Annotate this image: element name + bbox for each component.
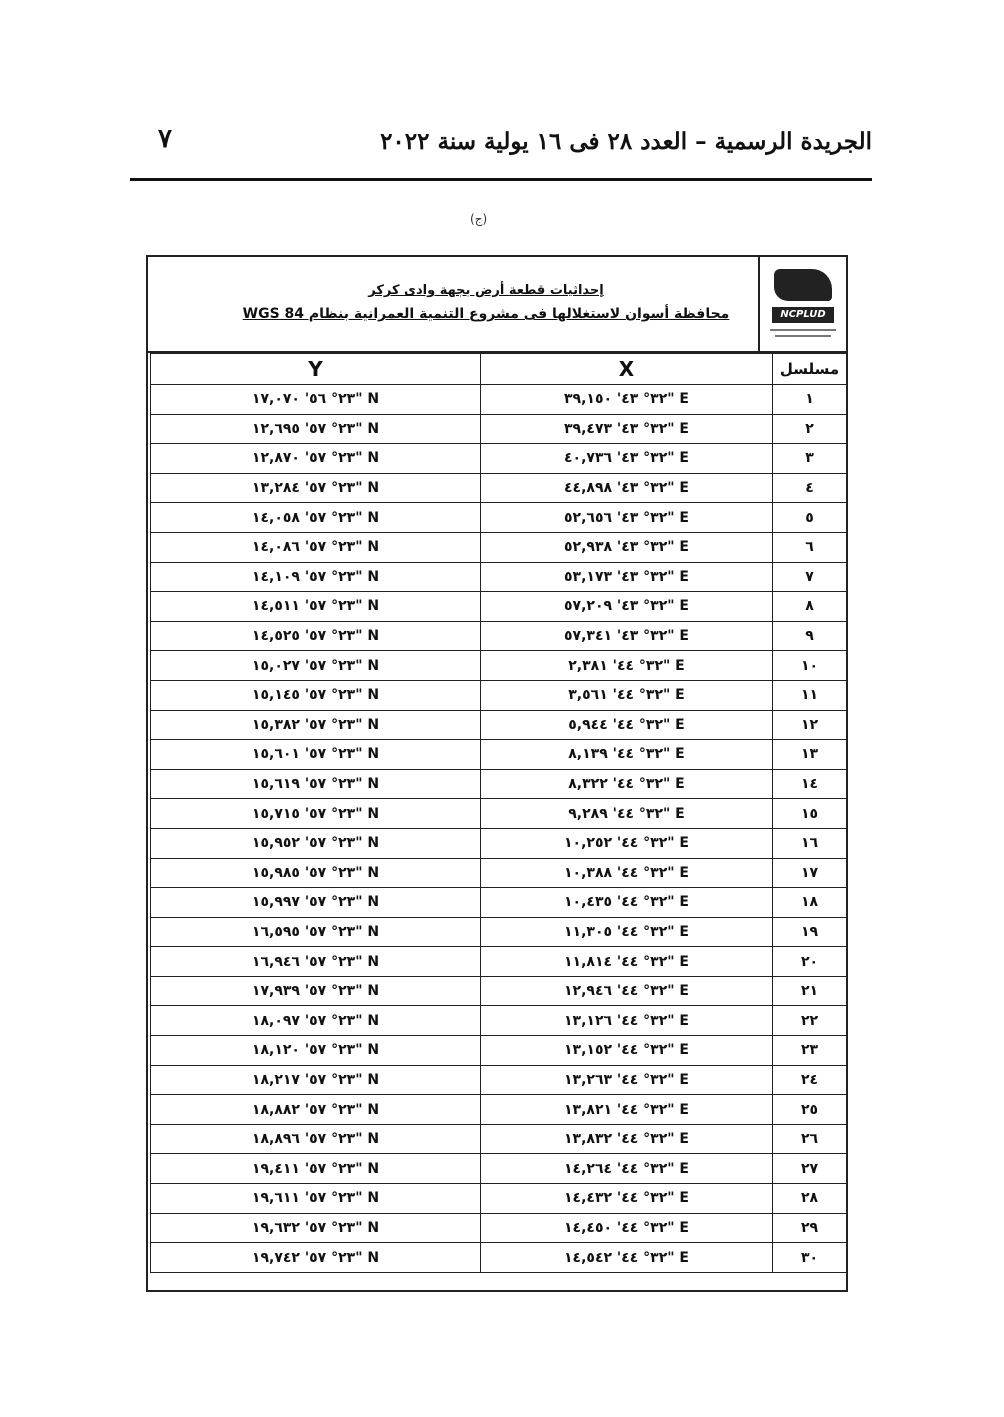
cell-x: ٣٢° ٤٤' ١١,٨١٤" E: [481, 947, 773, 977]
cell-serial: ٢٨: [773, 1184, 847, 1214]
cell-y: ٢٣° ٥٧' ١٢,٨٧٠" N: [151, 444, 481, 474]
cell-serial: ٣: [773, 444, 847, 474]
cell-y: ٢٣° ٥٧' ١٤,٠٥٨" N: [151, 503, 481, 533]
column-header-x: X: [481, 354, 773, 385]
cell-x: ٣٢° ٤٤' ٣,٥٦١" E: [481, 680, 773, 710]
ncplud-logo: [758, 257, 846, 351]
table-row: [151, 592, 847, 622]
cell-y: ٢٣° ٥٧' ١٥,٦٠١" N: [151, 740, 481, 770]
cell-serial: ٣٠: [773, 1243, 847, 1273]
table-row: [151, 828, 847, 858]
heading-line-2: محافظة أسوان لاستغلالها فى مشروع التنمية العمرانية بنظام WGS 84: [242, 306, 730, 322]
cell-serial: ١٠: [773, 651, 847, 681]
cell-x: ٣٢° ٤٤' ١٠,٤٣٥" E: [481, 888, 773, 918]
cell-serial: ٢٠: [773, 947, 847, 977]
cell-y: ٢٣° ٥٧' ١٧,٩٣٩" N: [151, 976, 481, 1006]
cell-x: ٣٢° ٤٤' ١٢,٩٤٦" E: [481, 976, 773, 1006]
cell-y: ٢٣° ٥٧' ١٩,٤١١" N: [151, 1154, 481, 1184]
cell-serial: ٦: [773, 532, 847, 562]
cell-serial: ٢١: [773, 976, 847, 1006]
cell-serial: ٤: [773, 473, 847, 503]
cell-x: ٣٢° ٤٣' ٤٤,٨٩٨" E: [481, 473, 773, 503]
coordinates-sheet: [146, 255, 848, 1292]
table-row: [151, 1095, 847, 1125]
cell-serial: ٨: [773, 592, 847, 622]
cell-y: ٢٣° ٥٧' ١٤,١٠٩" N: [151, 562, 481, 592]
table-row: [151, 1213, 847, 1243]
table-row: [151, 799, 847, 829]
cell-serial: ١٦: [773, 828, 847, 858]
cell-serial: ١٨: [773, 888, 847, 918]
cell-x: ٣٢° ٤٤' ١٤,٤٥٠" E: [481, 1213, 773, 1243]
cell-y: ٢٣° ٥٧' ١٥,٩٨٥" N: [151, 858, 481, 888]
table-row: [151, 503, 847, 533]
table-row: [151, 680, 847, 710]
table-row: [151, 562, 847, 592]
cell-serial: ٢٩: [773, 1213, 847, 1243]
cell-x: ٣٢° ٤٤' ١٠,٣٨٨" E: [481, 858, 773, 888]
cell-serial: ١٤: [773, 769, 847, 799]
cell-serial: ١٥: [773, 799, 847, 829]
table-row: [151, 917, 847, 947]
cell-y: ٢٣° ٥٧' ١٨,٠٩٧" N: [151, 1006, 481, 1036]
cell-serial: ١: [773, 385, 847, 415]
cell-x: ٣٢° ٤٤' ١٣,٨٣٢" E: [481, 1124, 773, 1154]
cell-x: ٣٢° ٤٤' ٥,٩٤٤" E: [481, 710, 773, 740]
sheet-heading: [226, 283, 746, 322]
logo-emblem-icon: [774, 269, 832, 301]
cell-serial: ٢: [773, 414, 847, 444]
cell-serial: ٢٦: [773, 1124, 847, 1154]
cell-x: ٣٢° ٤٣' ٣٩,١٥٠" E: [481, 385, 773, 415]
cell-y: ٢٣° ٥٧' ١٥,٩٩٧" N: [151, 888, 481, 918]
cell-y: ٢٣° ٥٧' ١٨,١٢٠" N: [151, 1036, 481, 1066]
cell-x: ٣٢° ٤٣' ٥٢,٦٥٦" E: [481, 503, 773, 533]
table-row: [151, 976, 847, 1006]
cell-y: ٢٣° ٥٧' ١٥,٧١٥" N: [151, 799, 481, 829]
cell-x: ٣٢° ٤٣' ٣٩,٤٧٣" E: [481, 414, 773, 444]
table-header-row: [151, 354, 847, 385]
column-header-serial: مسلسل: [773, 354, 847, 385]
cell-y: ٢٣° ٥٧' ١٤,٥٢٥" N: [151, 621, 481, 651]
table-row: [151, 414, 847, 444]
column-header-y: Y: [151, 354, 481, 385]
cell-serial: ١٢: [773, 710, 847, 740]
cell-x: ٣٢° ٤٤' ١٣,١٥٢" E: [481, 1036, 773, 1066]
cell-x: ٣٢° ٤٤' ١٤,٢٦٤" E: [481, 1154, 773, 1184]
cell-y: ٢٣° ٥٧' ١٦,٥٩٥" N: [151, 917, 481, 947]
cell-serial: ٢٣: [773, 1036, 847, 1066]
cell-x: ٣٢° ٤٣' ٥٧,٣٤١" E: [481, 621, 773, 651]
cell-serial: ٢٥: [773, 1095, 847, 1125]
cell-y: ٢٣° ٥٧' ١٤,٥١١" N: [151, 592, 481, 622]
cell-y: ٢٣° ٥٧' ١٩,٦٣٢" N: [151, 1213, 481, 1243]
cell-x: ٣٢° ٤٤' ١٠,٢٥٢" E: [481, 828, 773, 858]
coordinates-table: [150, 353, 847, 1273]
cell-x: ٣٢° ٤٤' ١٣,١٢٦" E: [481, 1006, 773, 1036]
table-row: [151, 532, 847, 562]
cell-serial: ٥: [773, 503, 847, 533]
table-row: [151, 947, 847, 977]
cell-y: ٢٣° ٥٧' ١٩,٧٤٢" N: [151, 1243, 481, 1273]
table-row: [151, 1036, 847, 1066]
cell-x: ٣٢° ٤٣' ٥٧,٢٠٩" E: [481, 592, 773, 622]
table-body: [151, 385, 847, 1273]
cell-x: ٣٢° ٤٤' ١٤,٤٣٢" E: [481, 1184, 773, 1214]
cell-serial: ١١: [773, 680, 847, 710]
cell-serial: ٢٢: [773, 1006, 847, 1036]
cell-y: ٢٣° ٥٧' ١٤,٠٨٦" N: [151, 532, 481, 562]
cell-serial: ١٩: [773, 917, 847, 947]
cell-y: ٢٣° ٥٧' ١٥,١٤٥" N: [151, 680, 481, 710]
header-rule: [130, 178, 872, 181]
cell-y: ٢٣° ٥٧' ١٨,٨٩٦" N: [151, 1124, 481, 1154]
cell-x: ٣٢° ٤٤' ١٤,٥٤٢" E: [481, 1243, 773, 1273]
gazette-title: الجريدة الرسمية – العدد ٢٨ فى ١٦ يولية سنة ٢٠٢٢: [380, 128, 872, 155]
cell-y: ٢٣° ٥٧' ١٦,٩٤٦" N: [151, 947, 481, 977]
cell-x: ٣٢° ٤٤' ١١,٣٠٥" E: [481, 917, 773, 947]
table-row: [151, 1065, 847, 1095]
cell-y: ٢٣° ٥٧' ١٢,٦٩٥" N: [151, 414, 481, 444]
page-header: [130, 118, 872, 174]
cell-y: ٢٣° ٥٦' ١٧,٠٧٠" N: [151, 385, 481, 415]
table-row: [151, 651, 847, 681]
table-row: [151, 1124, 847, 1154]
cell-y: ٢٣° ٥٧' ١٥,٩٥٢" N: [151, 828, 481, 858]
logo-fine-print: [770, 329, 836, 331]
cell-x: ٣٢° ٤٤' ٨,٣٢٢" E: [481, 769, 773, 799]
cell-x: ٣٢° ٤٤' ١٣,٢٦٣" E: [481, 1065, 773, 1095]
page-number: ٧: [158, 124, 172, 154]
cell-y: ٢٣° ٥٧' ١٥,٣٨٢" N: [151, 710, 481, 740]
cell-x: ٣٢° ٤٤' ٢,٣٨١" E: [481, 651, 773, 681]
cell-y: ٢٣° ٥٧' ١٣,٢٨٤" N: [151, 473, 481, 503]
cell-x: ٣٢° ٤٣' ٥٣,١٧٣" E: [481, 562, 773, 592]
cell-serial: ٩: [773, 621, 847, 651]
cell-serial: ١٣: [773, 740, 847, 770]
table-row: [151, 710, 847, 740]
table-row: [151, 621, 847, 651]
heading-line-1: إحداثيات قطعة أرض بجهة وادى كركر: [368, 283, 604, 298]
table-row: [151, 1154, 847, 1184]
cell-x: ٣٢° ٤٤' ٩,٢٨٩" E: [481, 799, 773, 829]
table-row: [151, 1184, 847, 1214]
logo-fine-print: [775, 335, 831, 337]
cell-x: ٣٢° ٤٣' ٤٠,٧٣٦" E: [481, 444, 773, 474]
cell-serial: ٢٤: [773, 1065, 847, 1095]
logo-text: NCPLUD: [772, 307, 834, 323]
cell-x: ٣٢° ٤٣' ٥٢,٩٣٨" E: [481, 532, 773, 562]
cell-y: ٢٣° ٥٧' ١٥,٦١٩" N: [151, 769, 481, 799]
table-row: [151, 1006, 847, 1036]
cell-y: ٢٣° ٥٧' ١٨,٢١٧" N: [151, 1065, 481, 1095]
cell-x: ٣٢° ٤٤' ١٣,٨٢١" E: [481, 1095, 773, 1125]
cell-y: ٢٣° ٥٧' ١٩,٦١١" N: [151, 1184, 481, 1214]
table-row: [151, 769, 847, 799]
table-row: [151, 740, 847, 770]
annex-label: (ج): [470, 212, 488, 226]
table-row: [151, 1243, 847, 1273]
sheet-heading-box: [148, 257, 846, 353]
cell-y: ٢٣° ٥٧' ١٨,٨٨٢" N: [151, 1095, 481, 1125]
table-row: [151, 385, 847, 415]
cell-serial: ٢٧: [773, 1154, 847, 1184]
table-row: [151, 444, 847, 474]
table-row: [151, 473, 847, 503]
cell-y: ٢٣° ٥٧' ١٥,٠٢٧" N: [151, 651, 481, 681]
cell-serial: ١٧: [773, 858, 847, 888]
table-row: [151, 858, 847, 888]
cell-x: ٣٢° ٤٤' ٨,١٣٩" E: [481, 740, 773, 770]
cell-serial: ٧: [773, 562, 847, 592]
table-row: [151, 888, 847, 918]
